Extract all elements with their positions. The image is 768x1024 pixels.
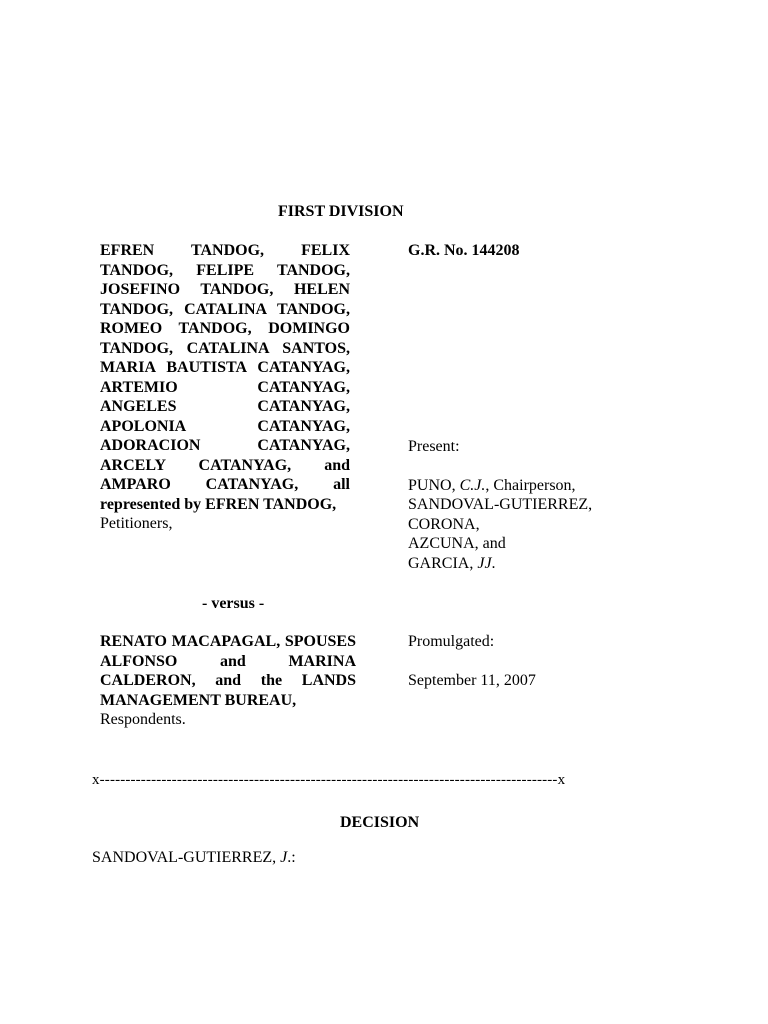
respondents-names: RENATO MACAPAGAL, SPOUSES ALFONSO and MARINA CALDERON, and the LANDS MANAGEMENT BUREAU, <box>100 633 356 709</box>
petitioners-label: Petitioners, <box>100 515 173 532</box>
petitioners-block <box>100 241 350 534</box>
spacer <box>408 261 648 437</box>
petitioners-names: EFREN TANDOG, FELIX TANDOG, FELIPE TANDOG, JOSEFINO TANDOG, HELEN TANDOG, CATALINA TANDOG, ROMEO TANDOG, DOMINGO TANDOG, CATALINA SANTOS, MARIA BAUTISTA CATANYAG, ARTEMIO CATANYAG, ANGELES CATANYAG, APOLONIA CATANYAG, ADORACION CATANYAG, ARCELY CATANYAG, and AMPARO CATANYAG, all represented by EFREN TANDOG, <box>100 242 350 513</box>
versus-divider: - versus - <box>202 595 265 612</box>
justice-name: GARCIA, <box>408 554 478 572</box>
case-info-block <box>408 241 648 690</box>
division-heading: FIRST DIVISION <box>278 203 404 220</box>
promulgation-date: September 11, 2007 <box>408 671 536 689</box>
justice-name: PUNO, <box>408 476 460 494</box>
justice-end: . <box>491 554 496 572</box>
justice-role: , Chairperson, <box>485 476 576 494</box>
ponente-name: SANDOVAL-GUTIERREZ, <box>92 849 281 866</box>
justice-azcuna: AZCUNA, and <box>408 535 506 552</box>
spacer <box>408 573 648 632</box>
respondents-label: Respondents. <box>100 711 186 728</box>
justice-title: JJ <box>477 554 492 572</box>
case-number: G.R. No. 144208 <box>408 242 520 259</box>
justice-garcia <box>408 554 648 574</box>
decision-heading: DECISION <box>340 814 420 831</box>
spacer <box>408 651 648 671</box>
promulgated-label: Promulgated: <box>408 632 495 650</box>
respondents-block <box>100 632 356 730</box>
justice-corona: CORONA, <box>408 515 480 533</box>
justice-sandoval-gutierrez: SANDOVAL-GUTIERREZ, <box>408 496 593 513</box>
justice-title: C.J. <box>459 476 486 494</box>
spacer <box>408 456 648 476</box>
separator-line: x-----------------------------------------------------------------------------------------x <box>92 772 566 788</box>
ponente-title: J <box>280 849 288 866</box>
ponente-end: .: <box>287 849 296 866</box>
ponente-line <box>92 848 296 868</box>
present-label: Present: <box>408 437 460 455</box>
justice-puno <box>408 476 648 496</box>
